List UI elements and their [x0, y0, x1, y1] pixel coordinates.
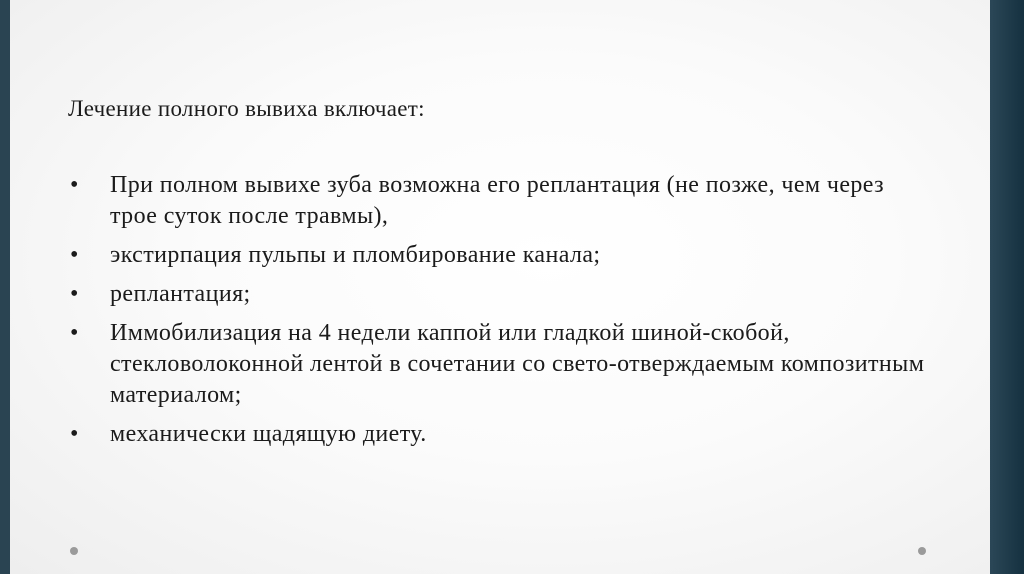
list-item-text: механически щадящую диету. [110, 421, 427, 447]
bullet-icon: • [70, 320, 79, 346]
list-item-text: реплантация; [110, 281, 251, 307]
list-item [66, 170, 926, 232]
list-item [66, 318, 926, 411]
left-border-strip [0, 0, 10, 574]
list-item-text: При полном вывихе зуба возможна его реплантация (не позже, чем через трое суток после травмы), [110, 172, 885, 229]
bullet-icon: • [70, 172, 79, 198]
bottom-left-dot-icon [70, 547, 78, 555]
bullet-icon: • [70, 242, 79, 268]
list-item [66, 279, 926, 310]
slide-canvas [10, 0, 990, 574]
list-item-text: экстирпация пульпы и пломбирование канала; [110, 242, 601, 268]
list-item [66, 240, 926, 271]
bullet-list [66, 170, 926, 458]
list-item [66, 419, 926, 450]
slide-intro-text: Лечение полного вывиха включает: [68, 96, 425, 121]
right-border-strip [990, 0, 1024, 574]
bottom-right-dot-icon [918, 547, 926, 555]
bullet-icon: • [70, 421, 79, 447]
bullet-icon: • [70, 281, 79, 307]
list-item-text: Иммобилизация на 4 недели каппой или гладкой шиной-скобой, стекловолоконной лентой в сочетании со свето-отверждаемым композитным материалом; [110, 320, 925, 408]
